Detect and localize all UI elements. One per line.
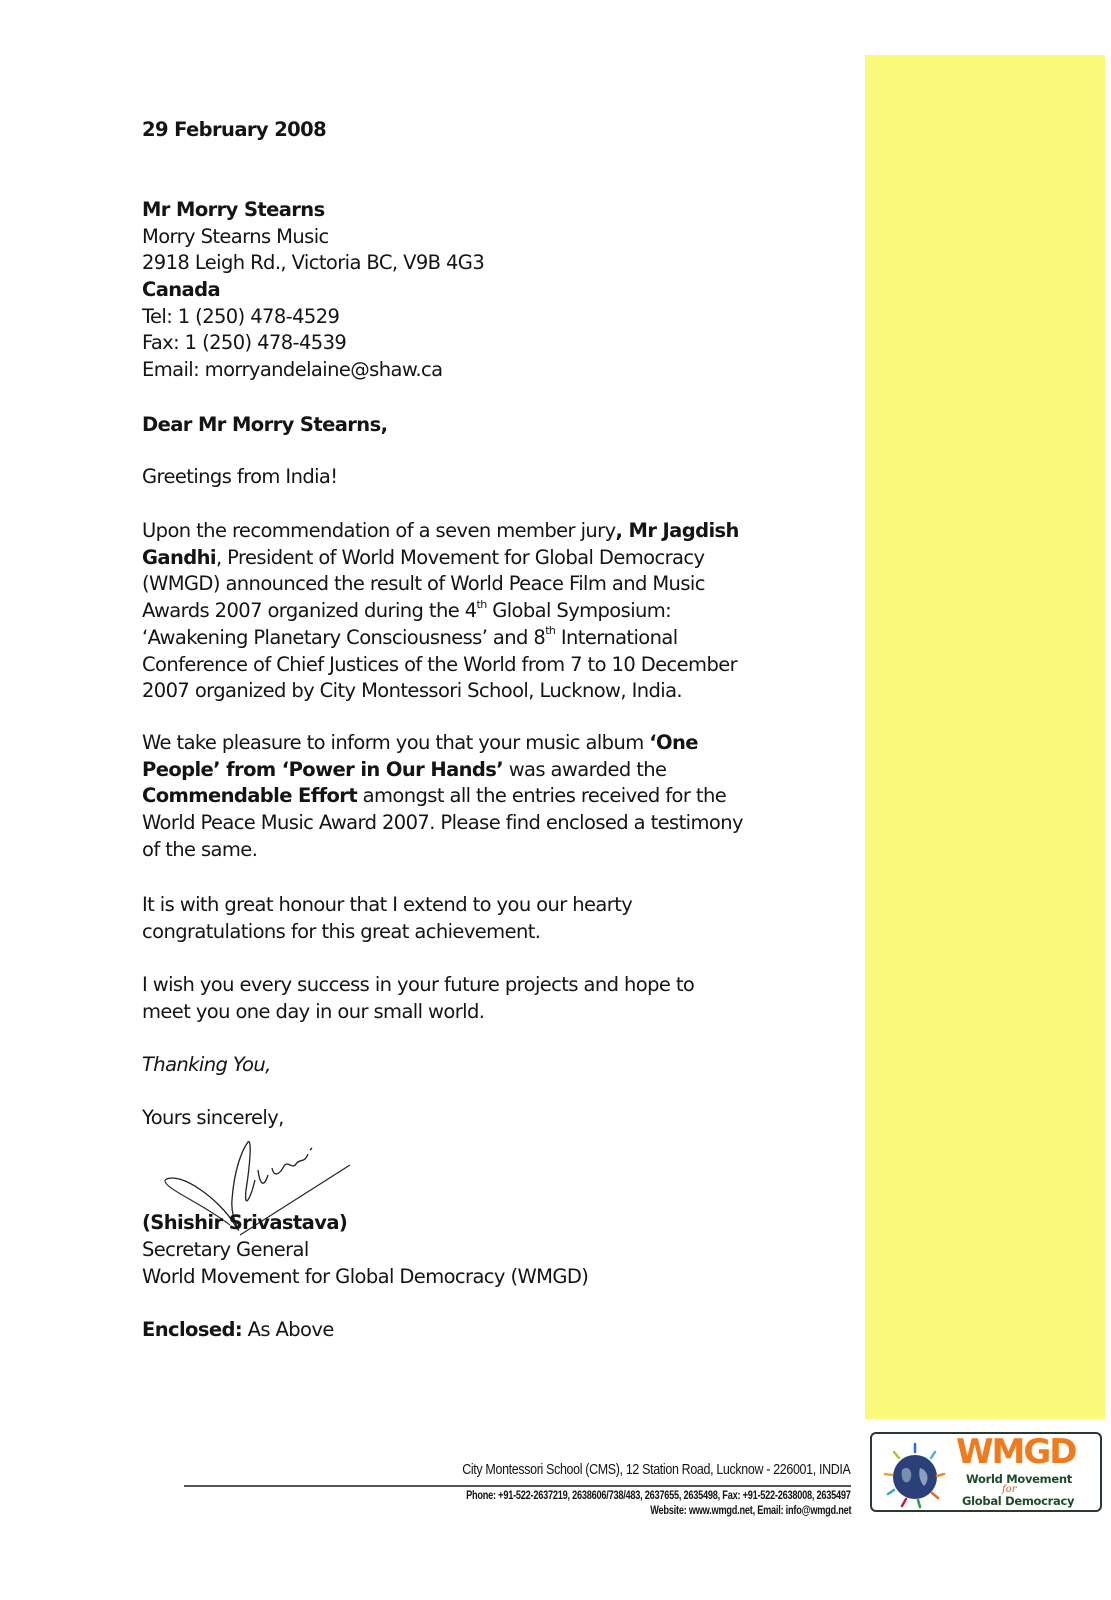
recipient-company: Morry Stearns Music xyxy=(142,225,329,248)
p1-bold: Gandhi xyxy=(142,545,216,569)
closing-sincerely: Yours sincerely, xyxy=(142,1106,284,1129)
p1-line: 2007 organized by City Montessori School, Lucknow, India. xyxy=(142,679,683,703)
salutation: Dear Mr Morry Stearns, xyxy=(142,413,388,436)
p2-bold: Commendable Effort xyxy=(142,784,358,808)
enclosed-label: Enclosed: xyxy=(142,1318,243,1341)
enclosed-line xyxy=(142,1317,794,1344)
superscript: th xyxy=(545,624,556,638)
recipient-fax: Fax: 1 (250) 478-4539 xyxy=(142,331,347,354)
p2-line: World Peace Music Award 2007. Please find enclosed a testimony xyxy=(142,811,743,835)
p4-line: I wish you every success in your future projects and hope to xyxy=(142,973,695,996)
p1-line: Conference of Chief Justices of the World from 7 to 10 December xyxy=(142,652,738,676)
recipient-name: Mr Morry Stearns xyxy=(142,198,325,221)
p1-text: International xyxy=(555,625,678,649)
recipient-email: Email: morryandelaine@shaw.ca xyxy=(142,358,443,381)
footer-website: Website: www.wmgd.net, Email: info@wmgd.net xyxy=(649,1505,851,1517)
paragraph-2 xyxy=(142,730,794,864)
p2-text: amongst all the entries received for the xyxy=(357,784,727,808)
p4-line: meet you one day in our small world. xyxy=(142,999,485,1023)
p1-bold: , Mr Jagdish xyxy=(615,519,739,542)
p3-line: congratulations for this great achievement. xyxy=(142,919,541,943)
recipient-country: Canada xyxy=(142,278,221,301)
letter-date: 29 February 2008 xyxy=(142,118,327,141)
signatory-name: (Shishir Srivastava) xyxy=(142,1211,348,1234)
p3-line: It is with great honour that I extend to you our hearty xyxy=(142,893,633,916)
logo-line-2: for xyxy=(1002,1484,1017,1495)
footer-address: City Montessori School (CMS), 12 Station Road, Lucknow - 226001, INDIA xyxy=(462,1462,851,1478)
paragraph-3 xyxy=(142,892,794,945)
p1-text: Global Symposium: xyxy=(486,599,672,623)
p2-text: We take pleasure to inform you that your music album xyxy=(142,731,650,754)
logo-line-3: Global Democracy xyxy=(962,1494,1075,1508)
paragraph-4 xyxy=(142,972,794,1025)
superscript: th xyxy=(476,597,487,611)
recipient-tel: Tel: 1 (250) 478-4529 xyxy=(142,305,340,328)
p1-text: ‘Awakening Planetary Consciousness’ and 8 xyxy=(142,625,546,649)
footer-divider xyxy=(184,1485,851,1487)
p2-bold: People’ from ‘Power in Our Hands’ xyxy=(142,757,504,781)
logo-line-1: World Movement xyxy=(966,1472,1072,1486)
globe-with-people-icon xyxy=(880,1440,950,1510)
paragraph-1 xyxy=(142,518,794,705)
p2-bold: ‘One xyxy=(649,731,698,754)
p1-line: (WMGD) announced the result of World Peace Film and Music xyxy=(142,572,705,596)
signatory-organization: World Movement for Global Democracy (WMGD) xyxy=(142,1265,589,1288)
p1-text: , President of World Movement for Global Democracy xyxy=(215,545,705,569)
p2-text: was awarded the xyxy=(503,757,667,781)
signatory-title: Secretary General xyxy=(142,1238,309,1261)
greeting: Greetings from India! xyxy=(142,465,338,488)
yellow-side-bar xyxy=(865,55,1105,1419)
p1-text: Awards 2007 organized during the 4 xyxy=(142,599,477,623)
closing-thanks: Thanking You, xyxy=(142,1053,271,1076)
p1-text: Upon the recommendation of a seven member jury xyxy=(142,519,616,542)
logo-title: WMGD xyxy=(956,1432,1076,1472)
wmgd-logo xyxy=(870,1432,1102,1512)
p2-line: of the same. xyxy=(142,837,258,861)
enclosed-value: As Above xyxy=(242,1318,334,1341)
footer-phone: Phone: +91-522-2637219, 2638606/738/483, 2637655, 2635498, Fax: +91-522-2638008, 2635497 xyxy=(466,1490,851,1502)
recipient-address: 2918 Leigh Rd., Victoria BC, V9B 4G3 xyxy=(142,251,485,274)
